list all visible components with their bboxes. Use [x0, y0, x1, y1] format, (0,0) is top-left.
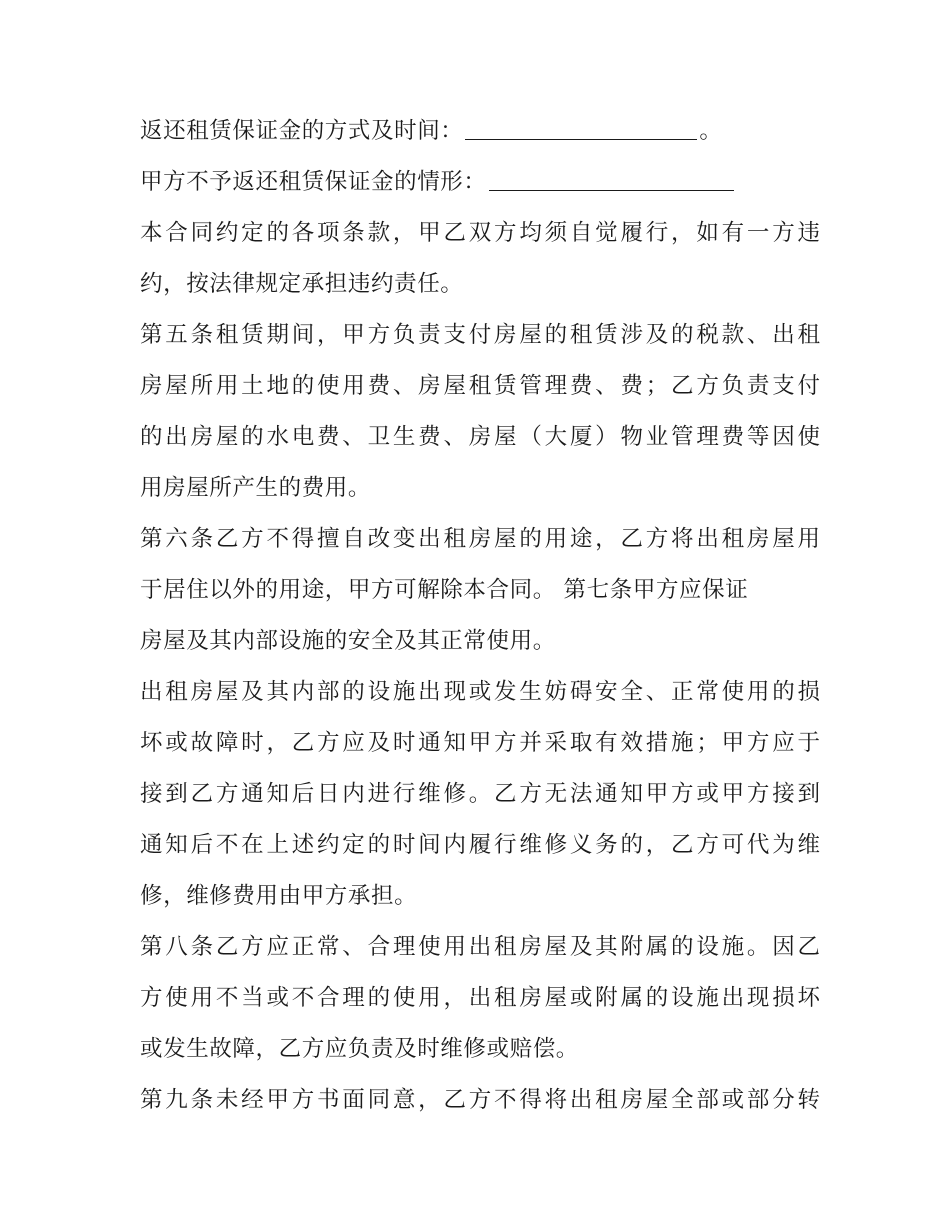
- text-line: 第五条租赁期间，甲方负责支付房屋的租赁涉及的税款、出租: [140, 322, 820, 348]
- text-line: 第八条乙方应正常、合理使用出租房屋及其附属的设施。因乙: [140, 934, 820, 960]
- text-line: 通知后不在上述约定的时间内履行维修义务的，乙方可代为维: [140, 832, 820, 858]
- text-line: 本合同约定的各项条款，甲乙双方均须自觉履行，如有一方违: [140, 220, 820, 246]
- document-body: [140, 106, 820, 1126]
- text-line: 约，按法律规定承担违约责任。: [140, 271, 464, 297]
- text-line: [140, 106, 820, 157]
- text-line: 方使用不当或不合理的使用，出租房屋或附属的设施出现损坏: [140, 985, 820, 1011]
- text-line: 第九条未经甲方书面同意，乙方不得将出租房屋全部或部分转: [140, 1087, 820, 1113]
- line-text: 甲方不予返还租赁保证金的情形：: [140, 169, 487, 195]
- fill-in-blank: [489, 166, 734, 191]
- text-line: 修，维修费用由甲方承担。: [140, 883, 418, 909]
- line-text: 返还租赁保证金的方式及时间：: [140, 118, 464, 144]
- text-line: 用房屋所产生的费用。: [140, 475, 372, 501]
- text-line: [140, 157, 820, 208]
- text-line: 房屋及其内部设施的安全及其正常使用。: [140, 628, 556, 654]
- text-line: 接到乙方通知后日内进行维修。乙方无法通知甲方或甲方接到: [140, 781, 820, 807]
- text-line: 坏或故障时，乙方应及时通知甲方并采取有效措施；甲方应于: [140, 730, 820, 756]
- text-line: 或发生故障，乙方应负责及时维修或赔偿。: [140, 1036, 579, 1062]
- text-line: 的出房屋的水电费、卫生费、房屋（大厦）物业管理费等因使: [140, 424, 820, 450]
- text-line: 于居住以外的用途，甲方可解除本合同。 第七条甲方应保证: [140, 577, 749, 603]
- text-line: 房屋所用土地的使用费、房屋租赁管理费、费；乙方负责支付: [140, 373, 820, 399]
- text-line: 出租房屋及其内部的设施出现或发生妨碍安全、正常使用的损: [140, 679, 820, 705]
- text-line: 第六条乙方不得擅自改变出租房屋的用途，乙方将出租房屋用: [140, 526, 820, 552]
- fill-in-blank: [465, 115, 697, 140]
- line-tail: 。: [699, 118, 723, 144]
